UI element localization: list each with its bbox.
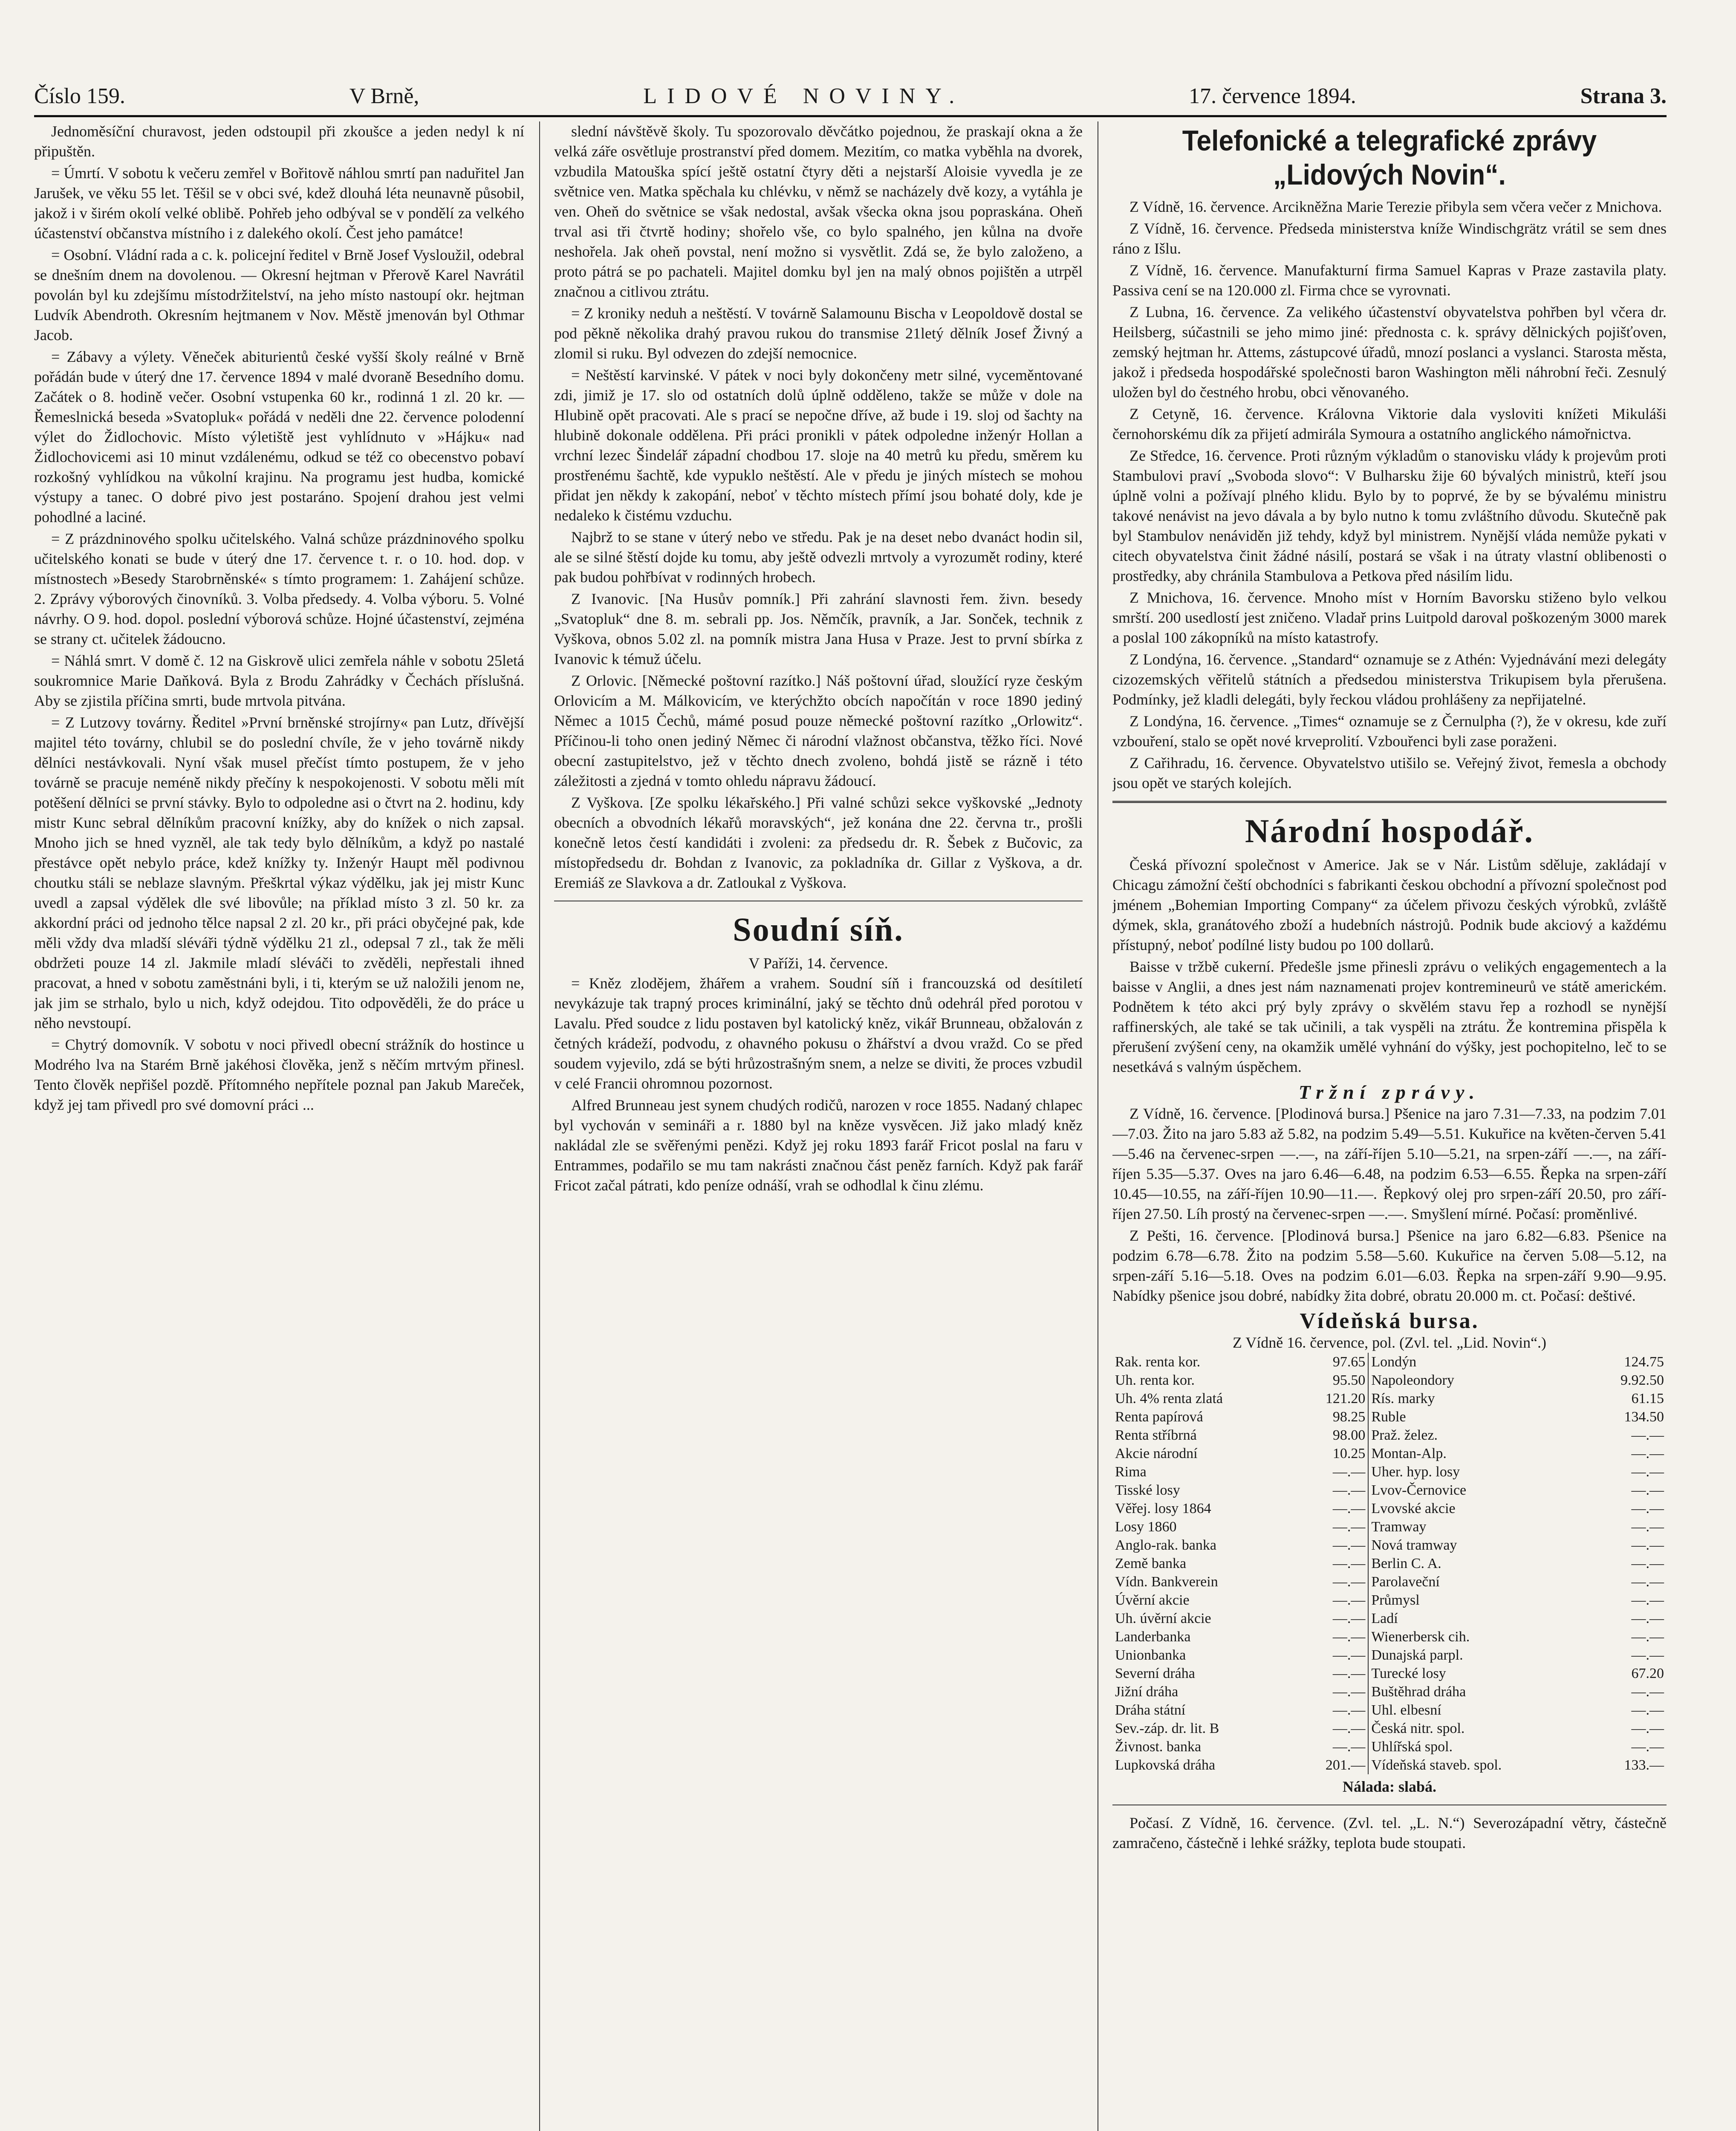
place: V Brně, — [349, 84, 419, 108]
bourse-right-value: —.— — [1631, 1556, 1664, 1571]
bourse-left-label: Losy 1860 — [1115, 1519, 1177, 1535]
bourse-right-label: Česká nitr. spol. — [1368, 1719, 1588, 1738]
bourse-left-value: 10.25 — [1332, 1446, 1366, 1461]
masthead: LIDOVÉ NOVINY. — [643, 84, 965, 108]
column-middle — [554, 121, 1083, 2131]
bourse-left-label: Dráha státní — [1115, 1702, 1186, 1718]
article-paragraph: Z Ivanovic. [Na Husův pomník.] Při zahrání slavnosti řem. živn. besedy „Svatopluk“ dne 8. m. sebrali pp. Jos. Němčík, pravník, a Jar. Sonček, technik z Vyškova, obnos 5.02 zl. na pomník mistra Jana Husa v Praze. Jest to první sbírka z Ivanovic k témuž účelu. — [554, 590, 1083, 667]
bourse-left-value: —.— — [1332, 1739, 1366, 1755]
telegram-item: Z Mnichova, 16. července. Mnoho míst v Horním Bavorsku stiženo bylo velkou smrští. 200 usedlostí jest zničeno. Vladař prins Luitpold daroval poškozeným 3000 marek a poslal 100 zákopníků na místo katastrofy. — [1112, 589, 1667, 646]
bourse-right-value: —.— — [1631, 1427, 1664, 1443]
column-divider — [539, 121, 540, 2131]
bourse-right-label: Uher. hyp. losy — [1368, 1463, 1588, 1481]
bourse-left-value: —.— — [1332, 1519, 1366, 1535]
bourse-left-label: Země banka — [1115, 1556, 1187, 1571]
bourse-row — [1112, 1481, 1667, 1499]
bourse-subtitle: Z Vídně 16. července, pol. (Zvl. tel. „Lid. Novin“.) — [1232, 1334, 1547, 1351]
bourse-right-label: Parolaveční — [1368, 1573, 1588, 1591]
bourse-row — [1112, 1664, 1667, 1683]
market-title: Tržní zprávy. — [1298, 1081, 1481, 1103]
bourse-right-label: Uhlířská spol. — [1368, 1738, 1588, 1756]
bourse-left-value: —.— — [1332, 1464, 1366, 1480]
article-paragraph: Najbrž to se stane v úterý nebo ve středu. Pak je na deset nebo dvanáct hodin sil, ale se silné štěstí dojde ku tomu, aby ještě odvezli mrtvoly a vyrozumět rodiny, které pak budou pohřbívat v rodinných hrobech. — [554, 528, 1083, 586]
telegram-item: Z Lubna, 16. července. Za velikého účastenství obyvatelstva pohřben byl včera dr. Heilsberg, súčastnili se jeho mimo jiné: přednosta c. k. správy dělnických pojišťoven, zemský hejtman hr. Attems, zástupcové úřadů, mnozí poslanci a vyslanci. Starosta města, jakož i předseda hospodářské společnosti baron Washington měli náhrobní řeči. Zesnulý uložen byl do čestného hrobu, obci věnovaného. — [1112, 303, 1667, 401]
bourse-row — [1112, 1499, 1667, 1518]
bourse-row — [1112, 1573, 1667, 1591]
bourse-left-label: Unionbanka — [1115, 1647, 1186, 1663]
column-left — [34, 121, 524, 2131]
article-paragraph: slední návštěvě školy. Tu spozorovalo děvčátko pojednou, že praskají okna a že velká záře osvětluje prostranství před domem. Mezitím, co matka vyběhla na dvorek, vzbudila Matouška spící ještě ostatní čtyry děti a nejstarší Aloisie vyvedla je ze světnice ven. Matka spěchala ku chlévku, v němž se nacházely dvě kozy, a vytáhla je ven. Oheň do světnice se však nedostal, avšak všecka okna jsou popraskána. Oheň trval asi tři čtvrtě hodiny; shořelo vše, co bylo spalného, jen kůlna na dvoře neshořela. Jak oheň povstal, není možno si vysvětlit. Zdá se, že bylo založeno, a proto pátrá se po pachateli. Majitel domku byl jen na malý obnos pojištěn a utrpěl značnou a citlivou ztrátu. — [554, 123, 1083, 300]
bourse-right-value: —.— — [1631, 1519, 1664, 1535]
court-paragraph: = Kněz zlodějem, žhářem a vrahem. Soudní síň i francouzská od desítiletí nevykázuje tak trapný proces kriminální, jaký se těchto dnů odehrál před porotou v Lavalu. Před soudce z lidu postaven byl katolický kněz, vikář Brunneau, obžalován z četných krádeží, podvodu, z ohavného pokusu o žhářství a dvou vražd. Co se před soudem vyjevilo, zdá se býti hrůzostrašným snem, a nelze se diviti, že proces vzbudil v celé Francii ohromnou pozornost. — [554, 975, 1083, 1092]
bourse-right-label: Praž. želez. — [1368, 1426, 1588, 1444]
economy-paragraph: Baisse v tržbě cukerní. Předešle jsme přinesli zprávu o velikých engagementech a la baisse v Anglii, a dnes jest nám naznamenati projev kontremineurů ve státě americkém. Podnětem k této akci prý byly zprávy o skvělém stavu řep a rozhodl se nynější raffinerských, ale také se tak učinili, a tak vyspěli na ztrátu. Že kontremina přispěla k přerušení zvýšení ceny, na okamžik umělé vyhnání do výšky, jest pochopitelno, leč to se nesetkává s valným úspěchem. — [1112, 958, 1667, 1075]
court-paragraph: Alfred Brunneau jest synem chudých rodičů, narozen v roce 1855. Nadaný chlapec byl vychován v semináři a r. 1880 byl na kněze vysvěcen. Již jako mladý kněz nakládal zle se svěřenými penězi. Když jej roku 1893 farář Fricot poslal na faru v Entrammes, podařilo se mu tam nakrásti značnou část peněz farních. Když pak farář Fricot začal pátrati, kdo peníze odnáší, vrah se odhodlal k činu zlému. — [554, 1097, 1083, 1194]
article-paragraph: Z Vyškova. [Ze spolku lékařského.] Při valné schůzi sekce vyškovské „Jednoty obecních a obvodních lékařů moravských“, jež konána dne 22. června tr., prošli konečně letos čestí kandidáti i zvoleni: za předsedu dr. R. Šebek z Bučovic, za místopředsedu dr. Bohdan z Ivanovic, za pokladníka dr. Gillar z Vyškova, a dr. Eremiáš ze Slavkova a dr. Zatloukal z Vyškova. — [554, 794, 1083, 891]
bourse-left-label: Akcie národní — [1115, 1446, 1198, 1461]
bourse-row — [1112, 1756, 1667, 1774]
bourse-left-value: —.— — [1332, 1647, 1366, 1663]
bourse-right-value: 134.50 — [1624, 1409, 1664, 1425]
section-rule — [1112, 801, 1667, 803]
bourse-left-label: Živnost. banka — [1115, 1739, 1202, 1755]
bourse-row — [1112, 1719, 1667, 1738]
bourse-left-value: 121.20 — [1325, 1391, 1366, 1406]
telegram-item: Z Cetyně, 16. července. Královna Viktorie dala vysloviti knížeti Mikuláši černohorskému dík za přijetí admirála Symoura a ostatního anglického námořnictva. — [1112, 405, 1667, 442]
telegram-item: Ze Středce, 16. července. Proti různým výkladům o stanovisku vlády k projevům proti Stambulovi praví „Svoboda slovo“: V Bulharsku žije 60 bývalých ministrů, kteří jsou úplně volni a požívají plného klidu. Bylo by to poprvé, že by se bývalému ministru takové nenávist na jevo dávala a by bylo nutno k tomu zvláštního důvodu. Skutečně pak byl Stambulov nenáviděn již tehdy, když byl ministrem. Nynější vláda nemůže pykati v citech obyvatelstva činit žádné násilí, postará se však i na útraty vlastní oblibenosti o prostředky, aby chránila Stambulova a Petkova před násilím lidu. — [1112, 447, 1667, 584]
telegram-item: Z Vídně, 16. července. Manufakturní firma Samuel Kapras v Praze zastavila platy. Passiva cení se na 120.000 zl. Firma chce se vyrovnati. — [1112, 262, 1667, 299]
bourse-left-value: —.— — [1332, 1629, 1366, 1645]
article-paragraph: = Chytrý domovník. V sobotu v noci přivedl obecní strážník do hostince u Modrého lva na Starém Brně jakéhosi člověka, jenž s něčím mrtvým přinesl. Tento člověk nepřišel pozdě. Přítomného nepřítele poznal pan Jakub Mareček, když jej tam přivedl pro své domovní práci ... — [34, 1036, 524, 1113]
page-header — [34, 81, 1667, 111]
bourse-left-value: —.— — [1332, 1684, 1366, 1700]
bourse-right-label: Rís. marky — [1368, 1389, 1588, 1408]
bourse-right-value: 124.75 — [1624, 1354, 1664, 1370]
bourse-row — [1112, 1371, 1667, 1389]
bourse-row — [1112, 1683, 1667, 1701]
bourse-right-label: Buštěhrad dráha — [1368, 1683, 1588, 1701]
bourse-row — [1112, 1591, 1667, 1609]
bourse-left-value: —.— — [1332, 1611, 1366, 1626]
header-rule — [34, 115, 1667, 117]
bourse-right-value: —.— — [1631, 1702, 1664, 1718]
bourse-left-label: Anglo-rak. banka — [1115, 1537, 1216, 1553]
bourse-left-label: Uh. úvěrní akcie — [1115, 1611, 1211, 1626]
bourse-right-label: Ruble — [1368, 1408, 1588, 1426]
page-number: Strana 3. — [1580, 84, 1667, 108]
weather-report: Počasí. Z Vídně, 16. července. (Zvl. tel. „L. N.“) Severozápadní větry, částečně zamračeno, částečně i lehké srážky, teplota bude stoupati. — [1112, 1814, 1667, 1851]
bourse-right-value: —.— — [1631, 1684, 1664, 1700]
telegram-item: Z Londýna, 16. července. „Standard“ oznamuje se z Athén: Vyjednávání mezi delegáty cizozemských věřitelů státních a předsedou ministerstva Trikupisem byla přerušena. Podmínky, jež kladli delegáti, byly řeckou vládou prohlášeny za nepřijatelné. — [1112, 651, 1667, 708]
bourse-mood: Nálada: slabá. — [1342, 1778, 1437, 1795]
bourse-left-label: Uh. renta kor. — [1115, 1372, 1195, 1388]
bourse-right-value: 9.92.50 — [1620, 1372, 1664, 1388]
bourse-left-value: 95.50 — [1332, 1372, 1366, 1388]
court-section-title: Soudní síň. — [733, 911, 904, 948]
telegram-item: Z Vídně, 16. července. Předseda ministerstva kníže Windischgrätz vrátil se sem dnes ráno z Išlu. — [1112, 220, 1667, 257]
bourse-right-label: Montan-Alp. — [1368, 1444, 1588, 1463]
bourse-left-value: 201.— — [1325, 1757, 1366, 1773]
bourse-row — [1112, 1628, 1667, 1646]
bourse-right-value: 61.15 — [1631, 1391, 1664, 1406]
column-right — [1112, 121, 1667, 2131]
telegram-box-title: Telefonické a telegrafické zprávy „Lidových Novin“. — [1182, 124, 1597, 191]
bourse-left-value: —.— — [1332, 1721, 1366, 1736]
economy-section-title: Národní hospodář. — [1245, 812, 1534, 849]
article-paragraph: Jednoměsíční churavost, jeden odstoupil při zkoušce a jeden nedyl k ní připuštěn. — [34, 123, 524, 160]
bourse-row — [1112, 1646, 1667, 1664]
bourse-row — [1112, 1536, 1667, 1554]
bourse-right-label: Průmysl — [1368, 1591, 1588, 1609]
bourse-left-label: Severní dráha — [1115, 1666, 1195, 1681]
article-paragraph: Z Orlovic. [Německé poštovní razítko.] Náš poštovní úřad, sloužící ryze českým Orlovicím a M. Málkovicím, ve kterýchžto obcích napočítán v roce 1890 jediný Němec a 1015 Čechů, mámé posud pouze německé poštovní razítko „Orlowitz“. Příčinou-li toho onen jediný Němec či národní vlažnost občanstva, těžko říci. Nové obecní zastupitelstvo, jež v těchto dnech zvoleno, bohdá jistě se rázně i této záležitosti a zjedná v tomto ohledu nápravu žádoucí. — [554, 672, 1083, 789]
bourse-left-value: —.— — [1332, 1482, 1366, 1498]
bourse-row — [1112, 1609, 1667, 1628]
article-paragraph: = Náhlá smrt. V domě č. 12 na Giskrově ulici zemřela náhle v sobotu 25letá soukromnice Marie Daňková. Byla z Brodu Zahrádky v Čechách příslušná. Aby se zjistila příčina smrti, bude mrtvola pitvána. — [34, 652, 524, 709]
bourse-left-label: Jižní dráha — [1115, 1684, 1179, 1700]
economy-paragraph: Česká přívozní společnost v Americe. Jak se v Nár. Listům sděluje, zakládají v Chicagu zámožní čeští obchodníci s fabrikanti českou obchodní a přívozní společnost pod jménem „Bohemian Importing Company“ za účelem přivozu českých výrobků, zvláště dýmek, skla, granátového zboží a hudebních nástrojů. Podnik bude akciový a každému přístupný, neboť podílné listy budou po 100 dollarů. — [1112, 856, 1667, 953]
bourse-right-label: Londýn — [1368, 1353, 1588, 1371]
bourse-right-label: Berlin C. A. — [1368, 1554, 1588, 1573]
bourse-right-value: —.— — [1631, 1574, 1664, 1590]
bourse-right-value: —.— — [1631, 1647, 1664, 1663]
bourse-right-label: Ladí — [1368, 1609, 1588, 1628]
bourse-row — [1112, 1408, 1667, 1426]
bourse-left-value: 98.00 — [1332, 1427, 1366, 1443]
bourse-right-value: —.— — [1631, 1629, 1664, 1645]
bourse-row — [1112, 1444, 1667, 1463]
article-paragraph: = Z prázdninového spolku učitelského. Valná schůze prázdninového spolku učitelského konati se bude v úterý dne 17. července t. r. o 10. hod. dop. v místnostech »Besedy Starobrněnské« s tímto programem: 1. Zahájení schůze. 2. Zprávy výborových činovníků. 3. Volba předsedy. 4. Volba výboru. 5. Volné návrhy. O 9. hod. dopol. poslední výborová schůze. Hojné účastenství, zejména se strany ct. učitelek žádoucno. — [34, 530, 524, 647]
bourse-right-value: —.— — [1631, 1592, 1664, 1608]
bourse-right-value: —.— — [1631, 1739, 1664, 1755]
bourse-right-label: Wienerbersk cih. — [1368, 1628, 1588, 1646]
bourse-left-value: 98.25 — [1332, 1409, 1366, 1425]
bourse-right-label: Lvovské akcie — [1368, 1499, 1588, 1518]
bourse-row — [1112, 1426, 1667, 1444]
bourse-left-label: Rak. renta kor. — [1115, 1354, 1201, 1370]
bourse-left-value: —.— — [1332, 1556, 1366, 1571]
bourse-row — [1112, 1738, 1667, 1756]
article-paragraph: = Neštěstí karvinské. V pátek v noci byly dokončeny metr silné, vyceměntované zdi, jimiž je 17. slo od ostatních dolů úplně odděleno, takže se může v dole na Hlubině opět pracovati. Ale s prací se nepočne dříve, až bude i 19. sloj od šachty na hlubině dokonale oddělena. Při práci pronikli v pátek odpoledne inženýr Hollan a vrchní lezec Šindelář západní chodbou 17. sloje na 40 metrů ku předu, směrem ku prostřenému šachtě, kde vypuklo neštěstí. Ale v předu je jiných místech se mohou přidat jen někdy k zakopání, neboť v těchto místech přímí jsou bohaté doly, kde je nedaleko k čistému vzduchu. — [554, 367, 1083, 524]
bourse-left-label: Rima — [1115, 1464, 1147, 1480]
bourse-right-label: Uhl. elbesní — [1368, 1701, 1588, 1719]
bourse-left-label: Renta papírová — [1115, 1409, 1203, 1425]
bourse-right-value: —.— — [1631, 1482, 1664, 1498]
bourse-left-label: Lupkovská dráha — [1115, 1757, 1216, 1773]
issue-date: 17. července 1894. — [1189, 84, 1356, 108]
bourse-row — [1112, 1518, 1667, 1536]
bourse-title: Vídeňská bursa. — [1300, 1309, 1479, 1333]
article-paragraph: = Osobní. Vládní rada a c. k. policejní ředitel v Brně Josef Vysloužil, odebral se dnešním dnem na dovolenou. — Okresní hejtman v Přerově Karel Navrátil povolán byl ku zdejšímu místodržitelství, na jeho místo nastoupí okr. hejtman Ludvík Abendroth. Okresním hejtmanem v Nov. Městě jmenován byl Othmar Jacob. — [34, 246, 524, 344]
bourse-left-value: —.— — [1332, 1702, 1366, 1718]
court-dateline: V Paříži, 14. července. — [748, 955, 888, 972]
bourse-left-label: Úvěrní akcie — [1115, 1592, 1190, 1608]
bourse-table — [1112, 1353, 1667, 1774]
bourse-right-label: Nová tramway — [1368, 1536, 1588, 1554]
bourse-right-value: —.— — [1631, 1464, 1664, 1480]
bourse-left-label: Uh. 4% renta zlatá — [1115, 1391, 1223, 1406]
bourse-row — [1112, 1353, 1667, 1371]
bourse-right-label: Lvov-Černovice — [1368, 1481, 1588, 1499]
bourse-right-label: Vídeňská staveb. spol. — [1368, 1756, 1588, 1774]
bourse-right-label: Napoleondory — [1368, 1371, 1588, 1389]
article-paragraph: = Úmrtí. V sobotu k večeru zemřel v Bořitově náhlou smrtí pan naduřitel Jan Jarušek, ve věku 55 let. Těšil se v obci své, kdež dlouhá léta neunavně působil, jakož i v širém okolí velké oblibě. Pohřeb jeho odbýval se v pondělí za velkého účastenství občanstva místního i z dalekého okolí. Čest jeho památce! — [34, 165, 524, 242]
telegram-item: Z Cařihradu, 16. července. Obyvatelstvo utišilo se. Veřejný život, řemesla a obchody jsou opět ve starých kolejích. — [1112, 754, 1667, 791]
bourse-row — [1112, 1389, 1667, 1408]
bourse-right-label: Turecké losy — [1368, 1664, 1588, 1683]
bourse-left-label: Tisské losy — [1115, 1482, 1180, 1498]
bourse-right-value: —.— — [1631, 1501, 1664, 1516]
telegram-item: Z Vídně, 16. července. Arcikněžna Marie Terezie přibyla sem včera večer z Mnichova. — [1129, 198, 1662, 215]
bourse-left-value: —.— — [1332, 1537, 1366, 1553]
bourse-left-label: Vídn. Bankverein — [1115, 1574, 1218, 1590]
bourse-left-label: Sev.-záp. dr. lit. B — [1115, 1721, 1219, 1736]
bourse-right-value: —.— — [1631, 1611, 1664, 1626]
bourse-left-label: Renta stříbrná — [1115, 1427, 1197, 1443]
bourse-left-value: —.— — [1332, 1501, 1366, 1516]
market-paragraph: Z Vídně, 16. července. [Plodinová bursa.] Pšenice na jaro 7.31—7.33, na podzim 7.01—7.03. Žito na jaro 5.83 až 5.82, na podzim 5.49—5.51. Kukuřice na květen-červen 5.41—5.46 na červenec-srpen —.—, na září-říjen 5.10—5.21, na srpen-září —.—, na září-říjen 5.35—5.37. Oves na jaro 6.46—6.48, na podzim 6.53—6.55. Řepka na srpen-září 10.45—10.55, na září-říjen 10.90—11.—. Řepkový olej pro srpen-září 20.50, pro září-říjen 27.50. Líh prostý na červenec-srpen —.—. Smyšlení mírné. Počasí: proměnlivé. — [1112, 1105, 1667, 1222]
bourse-right-value: —.— — [1631, 1446, 1664, 1461]
article-paragraph: = Zábavy a výlety. Věneček abiturientů české vyšší školy reálné v Brně pořádán bude v úterý dne 17. července 1894 v malé dvoraně Besedního domu. Začátek o 8. hodině večer. Osobní vstupenka 60 kr., rodinná 1 zl. 20 kr. — Řemeslnická beseda »Svatopluk« pořádá v neděli dne 22. července polodenní výlet do Židlochovic. Místo výletiště jest vyhlídnuto v »Hájku« nad Židlochovicemi asi 10 minut vzdálenému, odkud se též co obecenstvo pobaví rozkošný vyhlídkou na vůkolní krajinu. Na programu jest hudba, komické výstupy a tanec. O dobré pivo jest postaráno. Spojení drahou jest velmi pohodlné a laciné. — [34, 348, 524, 526]
bourse-left-value: 97.65 — [1332, 1354, 1366, 1370]
bourse-left-label: Landerbanka — [1115, 1629, 1191, 1645]
bourse-left-value: —.— — [1332, 1592, 1366, 1608]
bourse-right-label: Dunajská parpl. — [1368, 1646, 1588, 1664]
market-paragraph: Z Pešti, 16. července. [Plodinová bursa.] Pšenice na jaro 6.82—6.83. Pšenice na podzim 6.78—6.78. Žito na podzim 5.58—5.60. Kukuřice na červen 5.08—5.12, na srpen-září 5.16—5.18. Oves na podzim 6.01—6.03. Řepka na srpen-září 9.90—9.95. Nabídky pšenice jsou dobré, nabídky žita dobré, obratu 20.000 m. ct. Počasí: deštivé. — [1112, 1227, 1667, 1304]
article-paragraph: = Z Lutzovy továrny. Ředitel »První brněnské strojírny« pan Lutz, dřívější majitel této továrny, chlubil se do poslední chvíle, že v jeho továrně nikdy dělníci nestávkovali. Nyní však musel přečíst tímto postupem, že v jeho továrně se pracuje neméně nikdy přečíny k nespokojenosti. V sobotu měli mít potěšení dělníci se první stávky. Bylo to odpoledne asi o čtvrt na 2. hodinu, kdy mistr Kunc sebral dělníkům pracovní knížky, aby do knížek o nich zapsal. Mnoho jich se hned vyzněl, ale tak tedy bylo dělníkům, a když po nastalé přestávce opět nebylo práce, kdež knížky ty. Inženýr Haupt měl podivnou choutku stáli se neblaze slavným. Přeškrtal výkaz výdělku, jak jej mistr Kunc uvedl a zapsal výdělek dle své libovůle; na příklad místo 3 zl. 50 kr. za akkordní práci od jednoho tělce napsal 2 zl. 20 kr., při práci obyčejné pak, kde měli vždy dva mladší sléváři týdně výdělku 21 zl., odepsal 7 zl., tak že měli obdržeti pouze 14 zl. Jakmile mladí sléváči to zvěděli, nepřestali ihned pracovat, a hned v sobotu zaměstnáni byli, i ti, kterým se už naložili jenom ne, jak jim se strhalo, bylo u nich, když odejdou. Tito odpověděli, že do práce u něho nevstoupí. — [34, 714, 524, 1031]
bourse-right-value: 133.— — [1624, 1757, 1664, 1773]
bourse-row — [1112, 1701, 1667, 1719]
bourse-right-value: —.— — [1631, 1721, 1664, 1736]
bourse-row — [1112, 1554, 1667, 1573]
issue-number: Číslo 159. — [34, 84, 125, 108]
bourse-left-label: Věřej. losy 1864 — [1115, 1501, 1211, 1516]
article-paragraph: = Z kroniky neduh a neštěstí. V továrně Salamounu Bischa v Leopoldově dostal se pod pěkně několika drahý pravou rukou do transmise 21letý dělník Josef Živný a zlomil si ruku. Byl odvezen do zdejší nemocnice. — [554, 305, 1083, 362]
telegram-item: Z Londýna, 16. července. „Times“ oznamuje se z Černulpha (?), že v okresu, kde zuří vzbouření, stalo se opět nové krveprolití. Vzbouřenci byli zase poraženi. — [1112, 713, 1667, 750]
bourse-left-value: —.— — [1332, 1666, 1366, 1681]
bourse-right-label: Tramway — [1368, 1518, 1588, 1536]
bourse-right-value: 67.20 — [1631, 1666, 1664, 1681]
bourse-left-value: —.— — [1332, 1574, 1366, 1590]
bourse-right-value: —.— — [1631, 1537, 1664, 1553]
bourse-row — [1112, 1463, 1667, 1481]
